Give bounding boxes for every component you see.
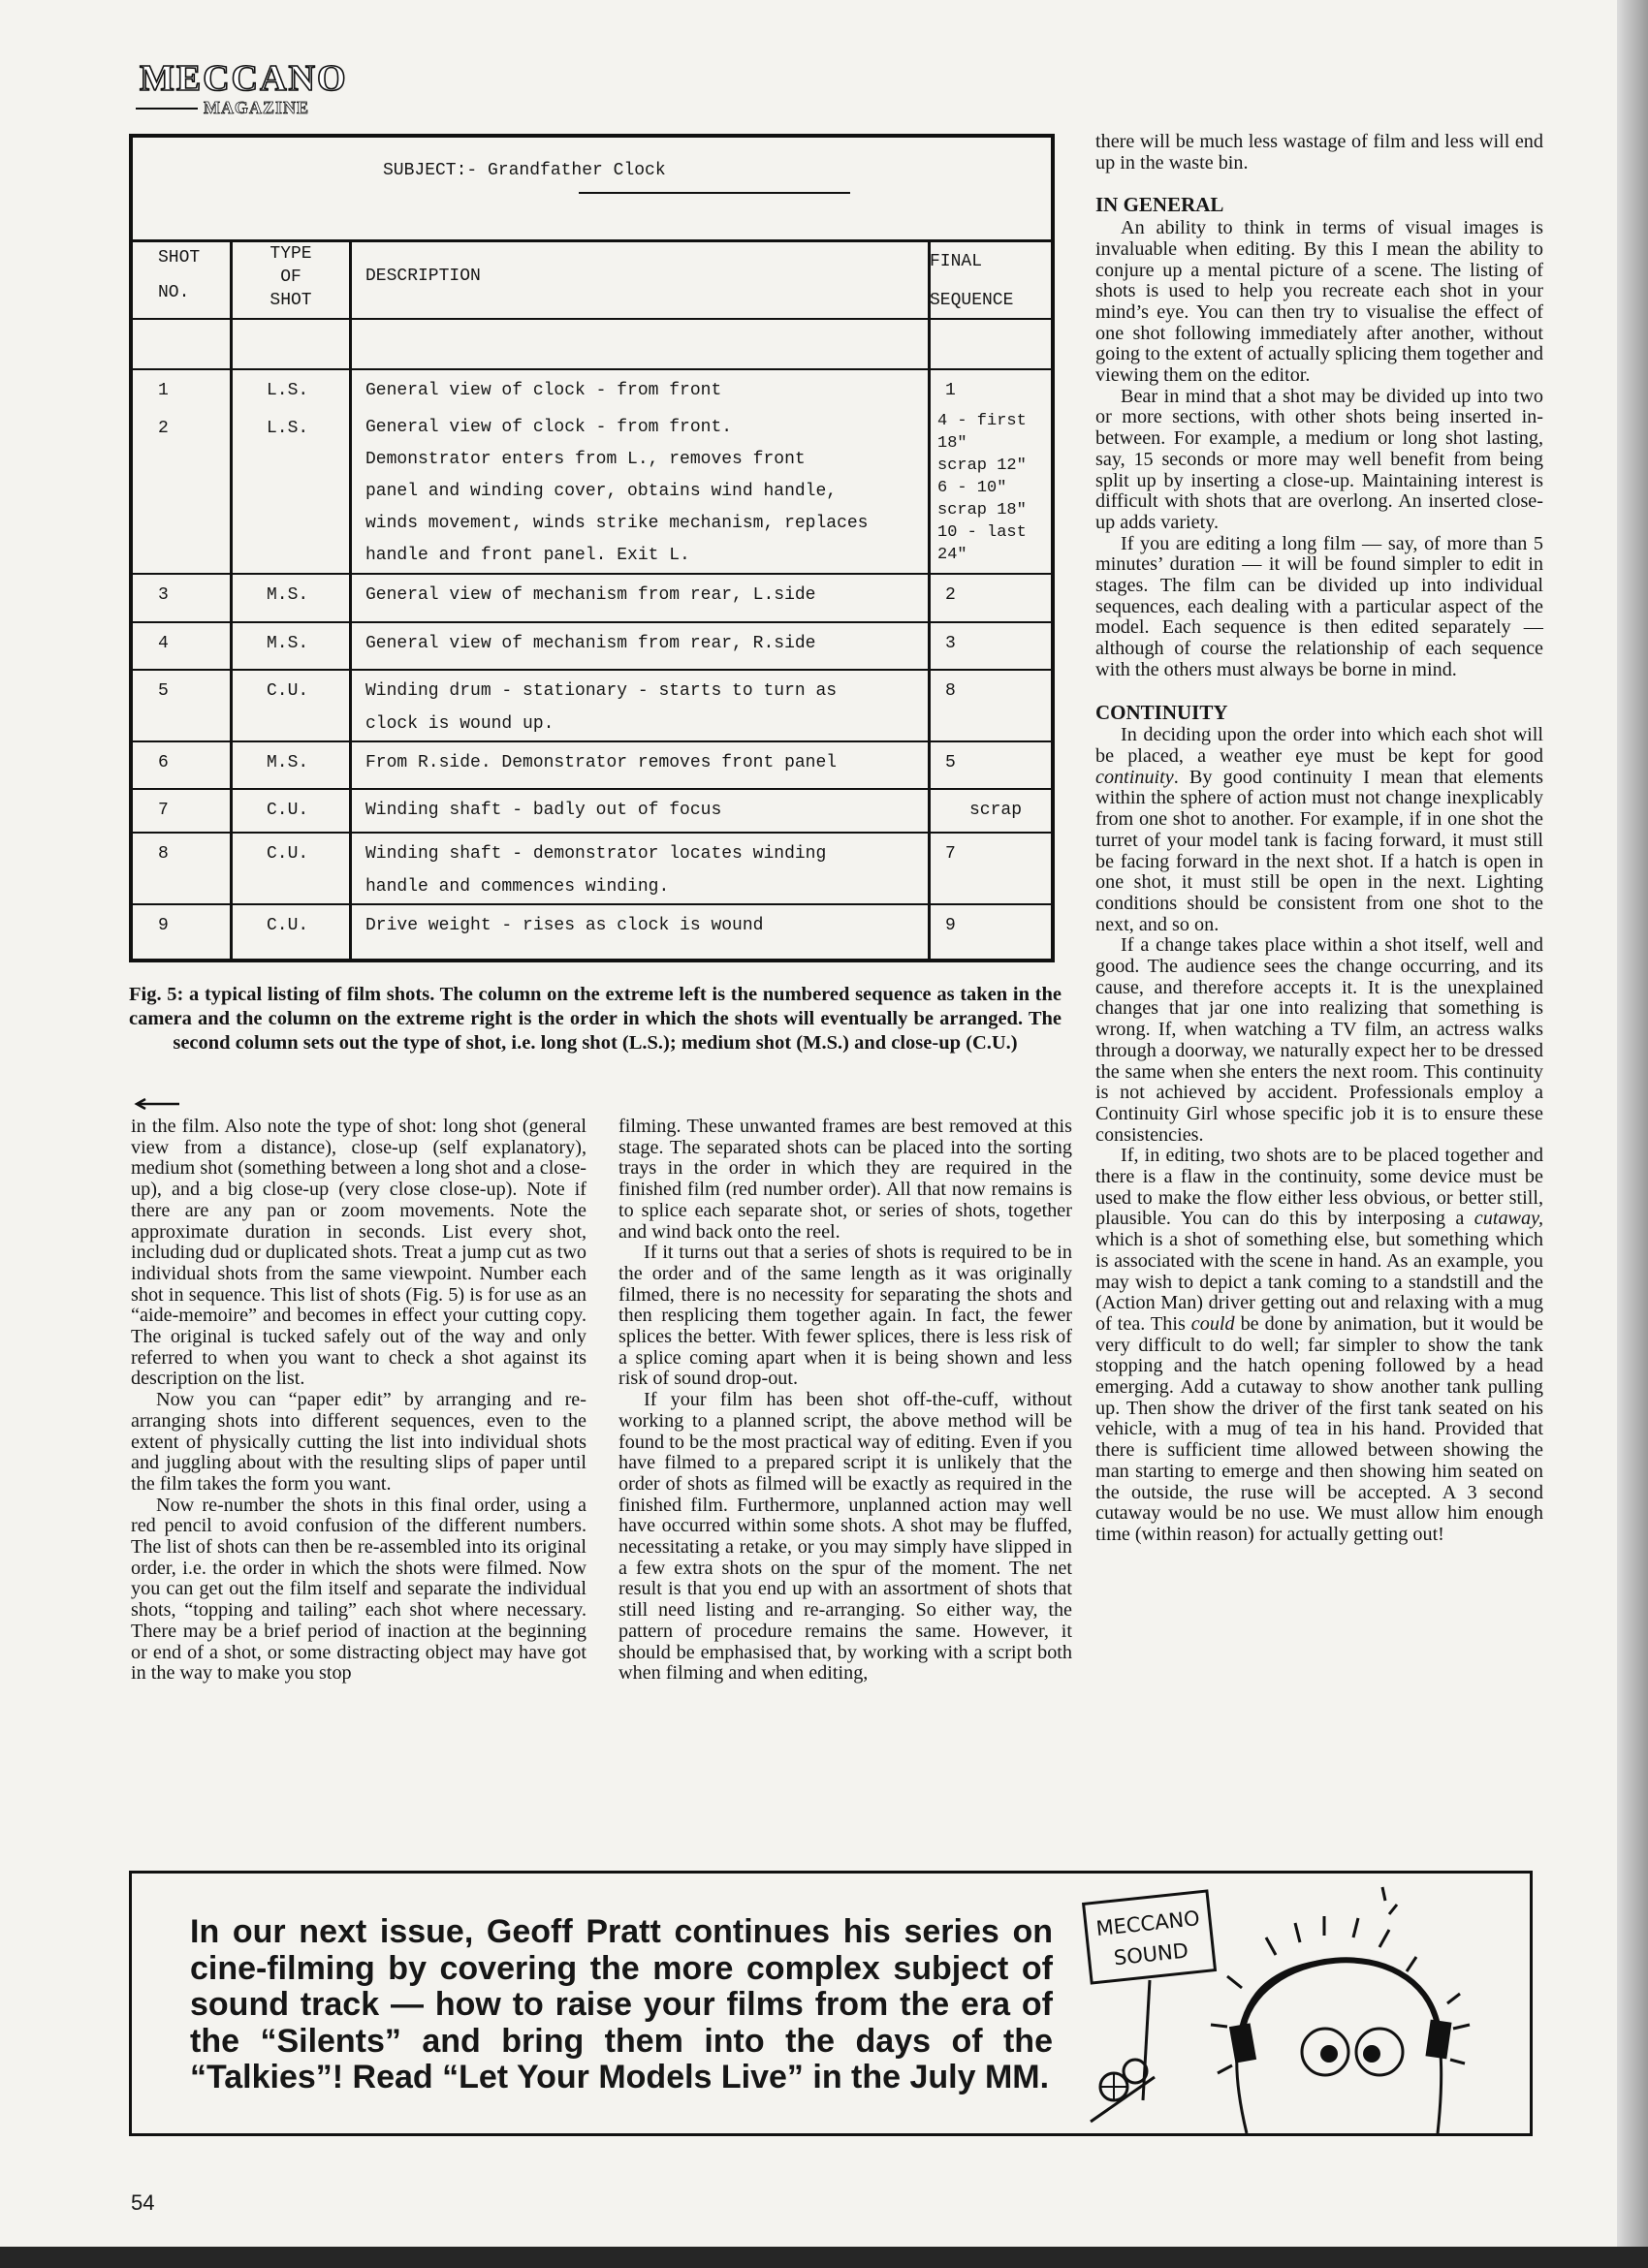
table-cell-no: 5 [158, 681, 169, 701]
table-cell-no: 9 [158, 916, 169, 935]
heading-in-general: IN GENERAL [1095, 193, 1224, 217]
col3-paragraph-6: If, in editing, two shots are to be placed together and there is a flaw in the continuity, some device must be used to make the flow either less obvious, or better still, plausible. You can do this by interposing a cutaway, which is a shot of something else, but something which is associated with the scene in hand. As an example, you may wish to depict a tank coming to a standstill and the (Action Man) driver getting out and relaxing with a mug of tea. This could be done by animation, but it would be very difficult to do well; far simpler to show the tank stopping and the hatch opening followed by a head emerging. Add a cutaway to show another tank pulling up. Then show the driver of the first tank seated on his vehicle, with a mug of tea in his hand. Provided that there is sufficient time allowed between showing the man starting to emerge and then showing him seated on the outside, the ruse will be accepted. A 3 second cutaway would be no use. We must allow him enough time (within reason) for actually getting out! [1095, 1145, 1544, 1545]
table-cell-final: 8 [945, 681, 956, 701]
table-cell-final: 2 [945, 585, 956, 605]
table-cell-final: 3 [945, 634, 956, 653]
header-final-sequence: FINAL SEQUENCE [930, 252, 1014, 310]
table-cell-desc: Winding drum - stationary - starts to turn as clock is wound up. [365, 681, 838, 734]
page-number: 54 [131, 2190, 155, 2215]
table-cell-desc: Winding shaft - badly out of focus [365, 801, 722, 820]
table-cell-no: 2 [158, 419, 169, 438]
header-description: DESCRIPTION [365, 267, 481, 286]
col3-paragraph-2: Bear in mind that a shot may be divided up into two or more sections, with other shots being inserted in-between. For example, a medium or long shot lasting, say, 15 seconds or more may well benefit from being split up by inserting a close-up. Maintaining interest is difficult with shots that are overlong. An inserted close-up adds variety. [1095, 385, 1543, 533]
svg-text:SOUND: SOUND [1112, 1938, 1190, 1970]
table-cell-final: 9 [945, 916, 956, 935]
col3-paragraph-4: In deciding upon the order into which each shot will be placed, a weather eye must be kept for good continuity. By good continuity I mean that elements within the sphere of action must not change inexplicably from one shot to another. For example, if in one shot the turret of your model tank is facing forward, it must still be facing forward in the next shot. If a hatch is open in one shot, it must still be open in the next. Lighting conditions should be consistent from one shot to the next, and so on. [1095, 724, 1543, 935]
shot-list-table [129, 134, 1055, 962]
figure-caption: Fig. 5: a typical listing of film shots. The column on the extreme left is the numbered sequence as taken in the camera and the column on the extreme right is the order in which the shots will eventually be arranged. The second column sets out the type of shot, i.e. long shot (L.S.); medium shot (M.S.) and close-up (C.U.) [129, 984, 1062, 1054]
col1-paragraph-1: in the film. Also note the type of shot: long shot (general view from a distance), close-up (self explanatory), medium shot (something between a long shot and a close-up), and a big close-up (very close close-up). Note if there are any pan or zoom movements. Note the approximate duration in seconds. List every shot, including dud or duplicated shots. Treat a jump cut as two individual shots from the same viewpoint. Number each shot in sequence. This list of shots (Fig. 5) is for use as an “aide-memoire” and becomes in effect your cutting copy. The original is tucked safely out of the way and only referred to when you want to check a shot against its description on the list. [131, 1116, 586, 1390]
table-cell-final: scrap [968, 801, 1022, 820]
header-shot-no: SHOT NO. [158, 248, 201, 302]
col1-paragraph-2: Now you can “paper edit” by arranging and re-arranging shots into different sequences, even to the extent of physically cutting the list into individual shots and juggling about with the resulting slips of paper until the film takes the form you want. [131, 1389, 586, 1495]
col3-paragraph-0: there will be much less wastage of film and less will end up in the waste bin. [1095, 131, 1543, 173]
col3-paragraph-1: An ability to think in terms of visual images is invaluable when editing. By this I mean the ability to conjure up a mental picture of a scene. The listing of shots is used to help you recreate each shot in your mind’s eye. You can then try to visualise the effect of one shot following immediately after another, without going to the extent of actually splicing them together and viewing them on the editor. [1095, 217, 1543, 387]
table-cell-final: 5 [945, 753, 956, 772]
table-cell-no: 7 [158, 801, 169, 820]
logo-main-text: MECCANO [140, 58, 348, 99]
table-cell-desc: Winding shaft - demonstrator locates winding handle and commences winding. [365, 844, 827, 897]
face-with-headphones-icon [1211, 1887, 1470, 2133]
promo-text: In our next issue, Geoff Pratt continues his series on cine-filming by covering the more complex subject of sound track — how to raise your films from the era of the “Silents” and bring them into the days of the “Talkies”! Read “Let Your Models Live” in the July MM. [190, 1913, 1053, 2095]
table-cell-no: 3 [158, 585, 169, 605]
page-edge-shadow [1617, 0, 1648, 2268]
table-cell-desc: General view of clock - from front. Demonstrator enters from L., removes front panel and winding cover, obtains wind handle, winds movement, winds strike mechanism, replaces handle and front panel. Exit L. [365, 418, 869, 565]
table-cell-type: C.U. [267, 916, 309, 935]
table-cell-type: L.S. [267, 419, 309, 438]
col2-paragraph-1: filming. These unwanted frames are best removed at this stage. The separated shots can be placed into the sorting trays in the order in which they are required in the finished film (red number order). All that now remains is to splice each separate shot, or series of shots, together and wind back onto the reel. [618, 1116, 1072, 1243]
table-cell-no: 8 [158, 844, 169, 864]
col2-paragraph-2: If it turns out that a series of shots is required to be in the order and of the same length as it was originally filmed, there is no necessity for separating the shots and then resplicing them together again. In fact, the fewer splices the better. With fewer splices, there is less risk of a splice coming apart when it is being shown and less risk of sound drop-out. [618, 1242, 1072, 1390]
table-cell-type: C.U. [267, 844, 309, 864]
table-cell-desc: From R.side. Demonstrator removes front panel [365, 753, 838, 772]
table-cell-type: M.S. [267, 753, 309, 772]
next-issue-promo-box [129, 1871, 1533, 2136]
table-cell-type: M.S. [267, 634, 309, 653]
sound-cartoon-illustration [1077, 1879, 1518, 2133]
table-cell-type: L.S. [267, 381, 309, 400]
meccano-sound-sign [1084, 1891, 1216, 1983]
table-cell-desc: Drive weight - rises as clock is wound [365, 916, 764, 935]
meccano-magazine-logo [136, 58, 348, 117]
table-cell-final: 1 [945, 381, 956, 400]
col2-paragraph-3: If your film has been shot off-the-cuff, without working to a planned script, the above method will be found to be the most practical way of editing. Even if you have filmed to a prepared script it is unlikely that the order of shots as filmed will be exactly as required in the finished film. Furthermore, unplanned action may well have occurred within some shots. A shot may be fluffed, necessitating a retake, or you may simply have slipped in a few extra shots on the spur of the moment. The net result is that you end up with an assortment of shots that still need listing and re-arranging. So either way, the pattern of procedure remains the same. However, it should be emphasised that, by working with a script both when filming and when editing, [618, 1389, 1072, 1685]
subject-label: SUBJECT:- Grandfather Clock [383, 161, 666, 180]
logo-sub-text: MAGAZINE [204, 98, 310, 117]
header-type-of-shot: TYPE OF SHOT [269, 244, 312, 310]
heading-continuity: CONTINUITY [1095, 700, 1228, 724]
body-column-3 [1095, 132, 1543, 1546]
continued-arrow-icon [134, 1098, 180, 1110]
table-cell-no: 6 [158, 753, 169, 772]
table-cell-type: C.U. [267, 681, 309, 701]
table-cell-no: 1 [158, 381, 169, 400]
table-cell-desc: General view of mechanism from rear, R.side [365, 634, 816, 653]
table-cell-no: 4 [158, 634, 169, 653]
table-subject [133, 138, 1051, 242]
table-cell-desc: General view of clock - from front [365, 381, 722, 400]
scan-bottom-border [0, 2247, 1648, 2268]
col3-paragraph-3: If you are editing a long film — say, of more than 5 minutes’ duration — it will be found simpler to edit in stages. The film can be divided up into individual sequences, each dealing with a particular aspect of the model. Each sequence is then edited separately — although of course the relationship of each sequence with the others must always be borne in mind. [1095, 532, 1543, 680]
table-cell-type: C.U. [267, 801, 309, 820]
svg-text:MECCANO: MECCANO [1094, 1906, 1201, 1941]
col1-paragraph-3: Now re-number the shots in this final order, using a red pencil to avoid confusion of the different numbers. The list of shots can then be re-assembled into its original order, i.e. the order in which the shots were filmed. Now you can get out the film itself and separate the individual shots, “topping and tailing” each shot where necessary. There may be a brief period of inaction at the beginning or end of a shot, or some distracting object may have got in the way to make you stop [131, 1494, 586, 1685]
table-cell-desc: General view of mechanism from rear, L.side [365, 585, 816, 605]
table-cell-final: 7 [945, 844, 956, 864]
table-cell-type: M.S. [267, 585, 309, 605]
body-column-1 [131, 1117, 586, 1685]
table-cell-final: 4 - first 18" scrap 12" 6 - 10" scrap 18" 10 - last 24" [937, 412, 1027, 564]
col3-paragraph-5: If a change takes place within a shot itself, well and good. The audience sees the change occurring, and its cause, and therefore accepts it. It is the unexplained changes that jar one into realizing that something is wrong. If, when watching a TV film, an actress walks through a doorway, we naturally expect her to be dressed the same when she enters the next room. This continuity is not achieved by accident. Professionals employ a Continuity Girl whose specific job it is to ensure these consistencies. [1095, 934, 1543, 1146]
body-column-2 [618, 1117, 1072, 1685]
